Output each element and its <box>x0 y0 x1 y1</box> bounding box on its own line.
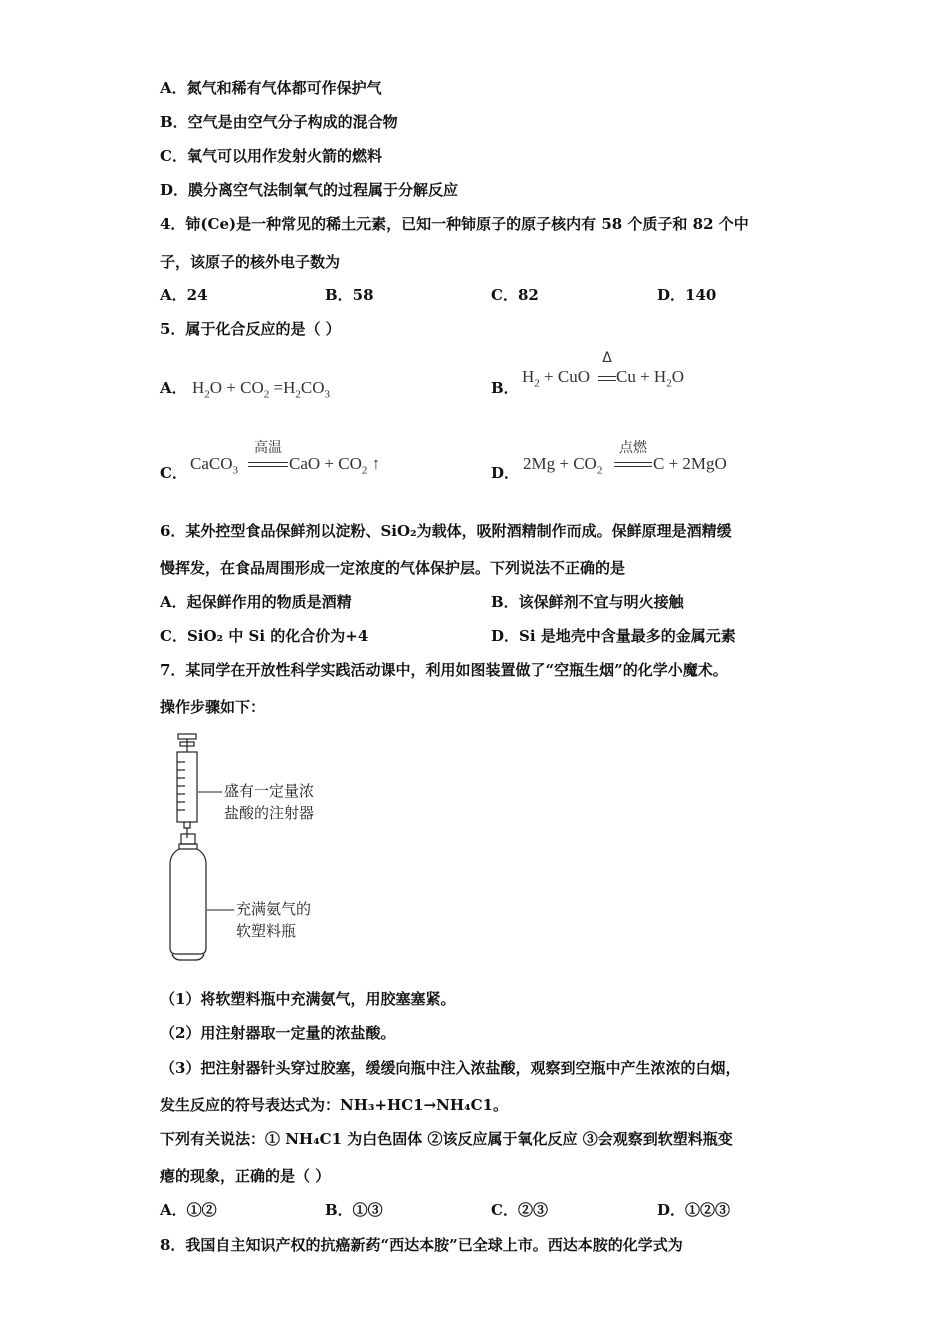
q5-option-b-eq-bar-top <box>598 376 616 377</box>
q7-step3-line1: （3）把注射器针头穿过胶塞，缓缓向瓶中注入浓盐酸，观察到空瓶中产生浓浓的白烟， <box>160 1059 741 1077</box>
bottle-label-line1: 充满氨气的 <box>236 900 312 918</box>
q3-option-b: B．空气是由空气分子构成的混合物 <box>160 113 398 131</box>
q6-stem-line2: 慢挥发，在食品周围形成一定浓度的气体保护层。下列说法不正确的是 <box>160 559 626 577</box>
q5-option-d-reactant: $2Mg + CO_2$ <box>523 454 603 477</box>
q5-option-b-label: B． <box>491 379 519 397</box>
q5-option-d-products: C + 2MgO <box>653 454 727 473</box>
bottle-icon <box>170 834 206 960</box>
q5-option-c-products: CaO + $CO_2$ ↑ <box>289 454 381 477</box>
q5-option-a-equation: $H_2O + CO_2 =H_2CO_3$ <box>192 378 331 401</box>
q3-option-a: A．氮气和稀有气体都可作保护气 <box>160 79 382 97</box>
q5-option-d-eq-bar-bottom <box>614 466 652 467</box>
q4-option-a: A．24 <box>160 286 208 304</box>
q7-option-c: C．②③ <box>491 1201 548 1219</box>
q5-option-c-eq-bar-top <box>248 462 288 463</box>
q5-option-b-equation: $H_2$ + CuO <box>522 367 590 390</box>
q6-option-a: A．起保鲜作用的物质是酒精 <box>160 593 352 611</box>
q4-stem-line2: 子，该原子的核外电子数为 <box>160 253 341 271</box>
q7-stem-line1: 7．某同学在开放性科学实践活动课中，利用如图装置做了“空瓶生烟”的化学小魔术。 <box>160 661 728 679</box>
q5-option-c-label: C． <box>160 464 187 482</box>
q8-stem-line1: 8．我国自主知识产权的抗癌新药“西达本胺”已全球上市。西达本胺的化学式为 <box>160 1236 683 1254</box>
q5-stem: 5．属于化合反应的是（ ） <box>160 320 341 338</box>
q7-step3-line2: 发生反应的符号表达式为：NH₃+HC1→NH₄C1。 <box>160 1096 508 1114</box>
q6-option-c: C．SiO₂ 中 Si 的化合价为+4 <box>160 627 369 645</box>
q5-option-c-eq-bar-bottom <box>248 466 288 467</box>
q5-option-c-reactant: CaCO$_3$ <box>190 454 238 477</box>
q6-stem-line1: 6．某外控型食品保鲜剂以淀粉、SiO₂为载体，吸附酒精制作而成。保鲜原理是酒精缓 <box>160 522 732 540</box>
q7-stem-line2: 操作步骤如下： <box>160 698 266 716</box>
syringe-icon <box>177 734 197 838</box>
q5-option-b-condition: Δ <box>602 350 612 366</box>
q7-option-b: B．①③ <box>325 1201 383 1219</box>
q5-option-d-label: D． <box>491 464 520 482</box>
q3-option-d: D．膜分离空气法制氧气的过程属于分解反应 <box>160 181 459 199</box>
q6-option-d: D．Si 是地壳中含量最多的金属元素 <box>491 627 736 645</box>
q5-option-b-products: $Cu + H_2O$ <box>616 367 684 390</box>
q5-option-d-eq-bar-top <box>614 462 652 463</box>
q4-option-d: D．140 <box>657 286 717 304</box>
q5-option-a-label: A． <box>160 379 187 397</box>
q7-step1: （1）将软塑料瓶中充满氨气，用胶塞塞紧。 <box>160 990 456 1008</box>
q3-option-c: C．氧气可以用作发射火箭的燃料 <box>160 147 382 165</box>
q4-option-b: B．58 <box>325 286 374 304</box>
bottle-label-line2: 软塑料瓶 <box>236 922 297 940</box>
q7-statements-line1: 下列有关说法：① NH₄C1 为白色固体 ②该反应属于氧化反应 ③会观察到软塑料瓶变 <box>160 1130 733 1148</box>
q7-option-a: A．①② <box>160 1201 217 1219</box>
q7-step2: （2）用注射器取一定量的浓盐酸。 <box>160 1024 396 1042</box>
q7-statements-line2: 瘪的现象，正确的是（ ） <box>160 1167 331 1185</box>
q7-option-d: D．①②③ <box>657 1201 731 1219</box>
q6-option-b: B．该保鲜剂不宜与明火接触 <box>491 593 684 611</box>
q5-option-c-condition: 高温 <box>254 440 282 456</box>
q4-option-c: C．82 <box>491 286 539 304</box>
syringe-label-line2: 盐酸的注射器 <box>224 804 315 822</box>
syringe-label-line1: 盛有一定量浓 <box>224 782 315 800</box>
q5-option-d-condition: 点燃 <box>619 440 647 456</box>
q4-stem-line1: 4．铈(Ce)是一种常见的稀土元素，已知一种铈原子的原子核内有 58 个质子和 82 个中 <box>160 215 749 233</box>
q5-option-b-eq-bar-bottom <box>598 380 616 381</box>
